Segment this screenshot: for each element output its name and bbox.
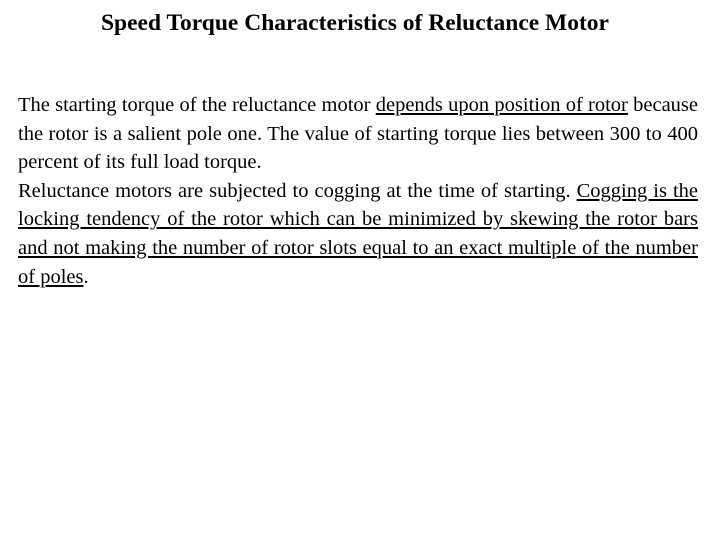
slide-body	[18, 91, 698, 291]
paragraph-1-text-b: because the rotor is a salient pole one. The value of starting torque lies between 300 to 400 percent of its full load torque.	[18, 94, 698, 174]
paragraph-1-text-a: The starting torque of the reluctance motor	[18, 94, 376, 116]
slide-title: Speed Torque Characteristics of Reluctance Motor	[100, 10, 609, 36]
paragraph-2-underlined-text: Cogging is the locking tendency of the rotor which can be minimized by skewing the rotor bars and not making the number of rotor slots equal to an exact multiple of the number of poles	[18, 179, 699, 288]
paragraph-cogging	[18, 177, 698, 291]
paragraph-1-underlined-text: depends upon position of rotor	[375, 94, 628, 116]
paragraph-2-text-a: Reluctance motors are subjected to cogging at the time of starting.	[18, 179, 577, 202]
paragraph-starting-torque	[18, 91, 698, 177]
paragraph-2-text-b: .	[83, 265, 89, 288]
